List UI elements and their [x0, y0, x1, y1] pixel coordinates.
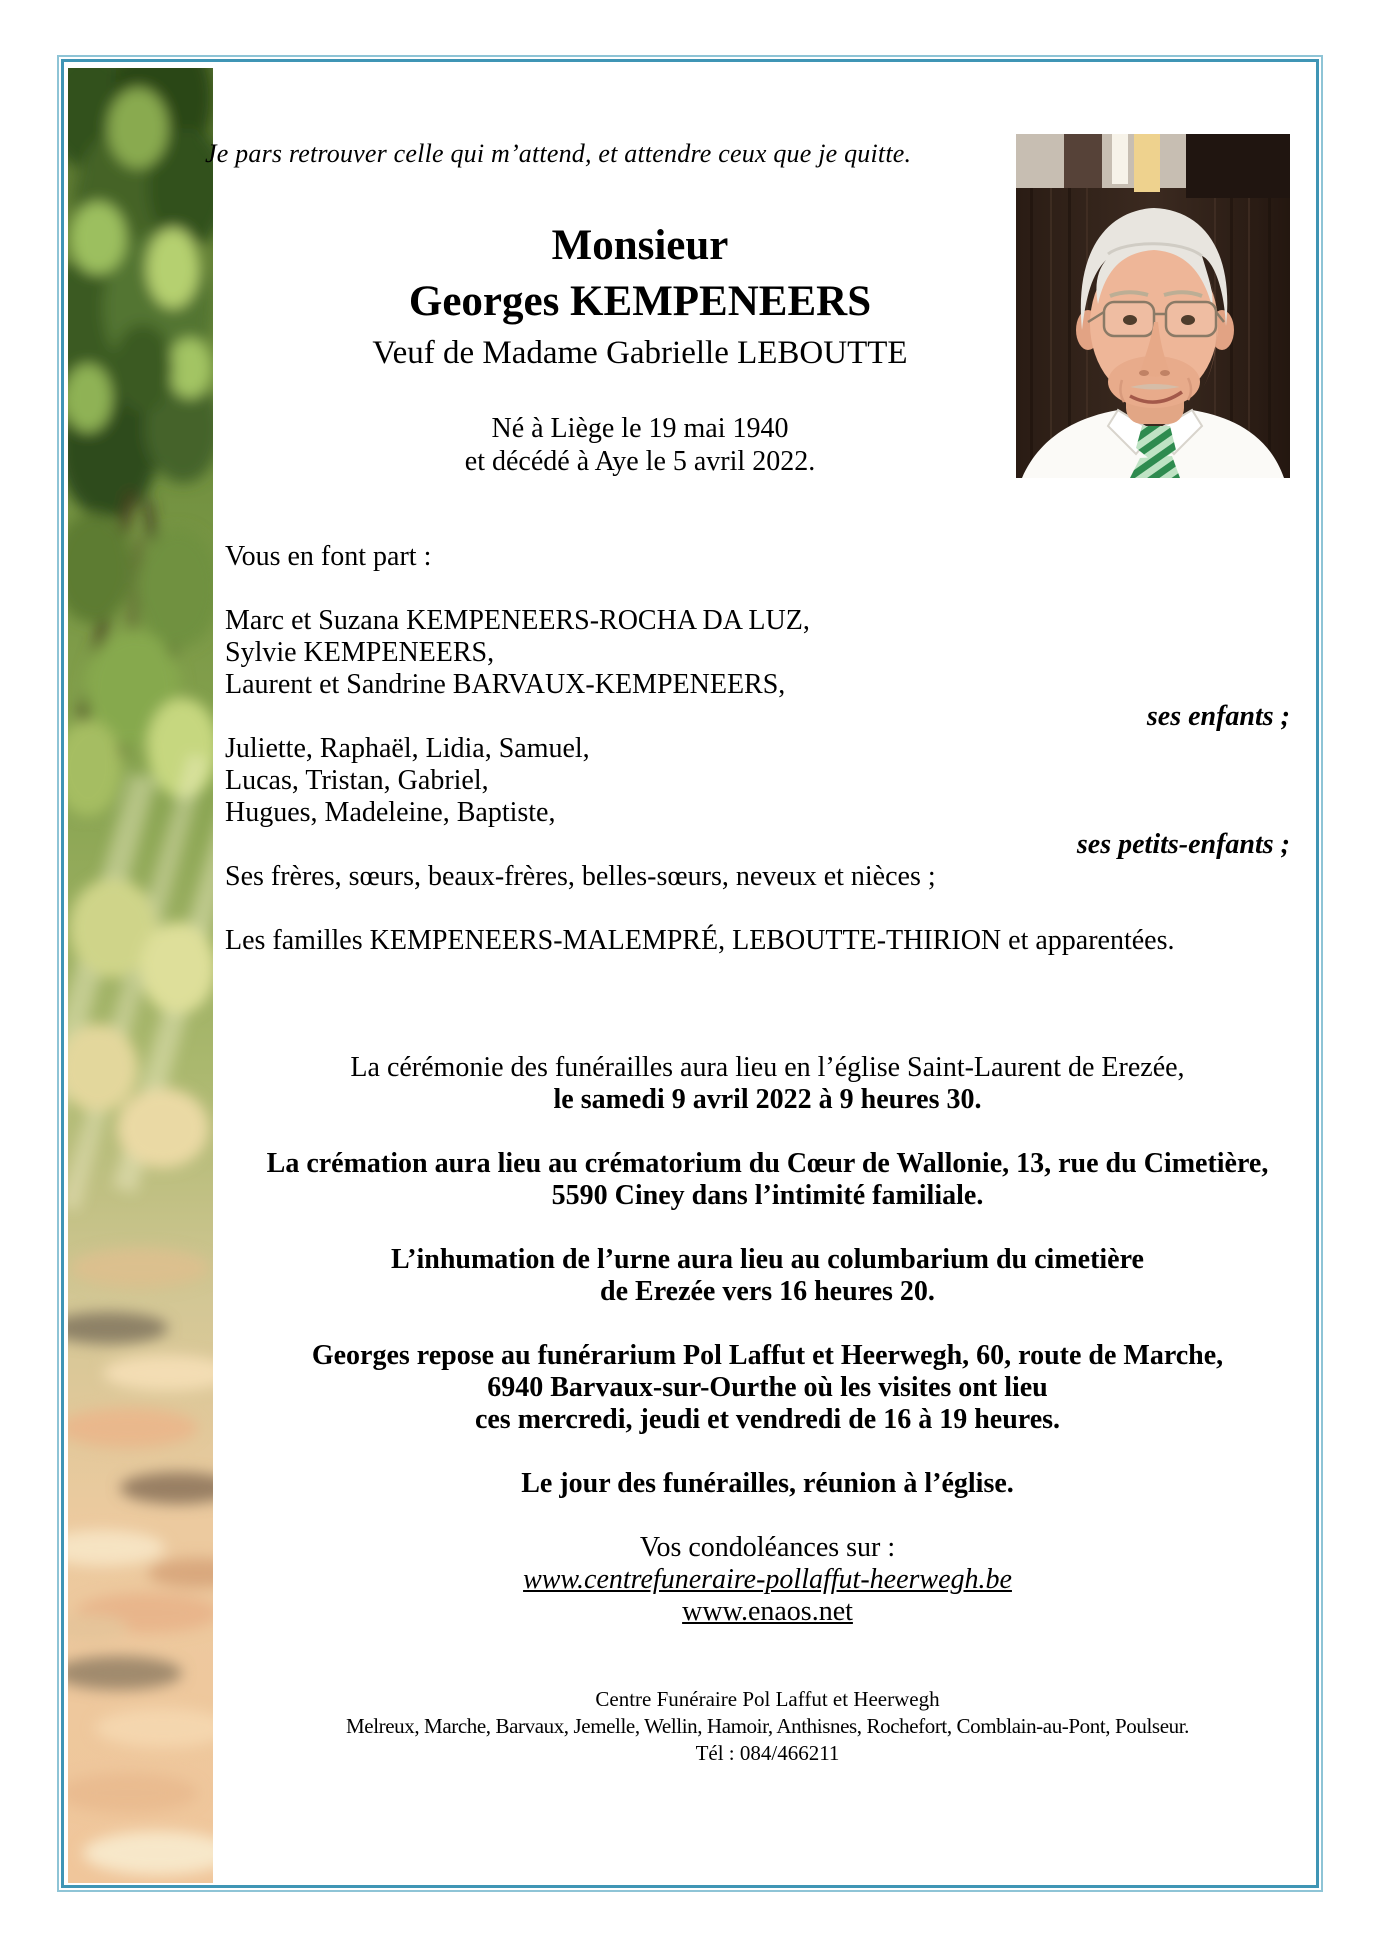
title-block — [213, 218, 1067, 376]
cremation-line-1: La crémation aura lieu au crématorium du Cœur de Wallonie, 13, rue du Cimetière, — [266, 1148, 1269, 1179]
repose-line-2: 6940 Barvaux-sur-Ourthe où les visites ont lieu — [487, 1372, 1048, 1403]
grandchild-line: Lucas, Tristan, Gabriel, — [225, 765, 489, 796]
footer-phone: Tél : 084/466211 — [695, 1741, 840, 1765]
repose-line-3: ces mercredi, jeudi et vendredi de 16 à 19 heures. — [474, 1404, 1061, 1435]
child-line: Laurent et Sandrine BARVAUX-KEMPENEERS, — [225, 669, 786, 700]
dates-block — [213, 412, 1067, 478]
condolence-link-enaos[interactable]: www.enaos.net — [682, 1596, 853, 1627]
siblings-line: Ses frères, sœurs, beaux-frères, belles-sœurs, neveux et nièces ; — [225, 861, 936, 892]
inhumation-line-2: de Erezée vers 16 heures 20. — [600, 1276, 935, 1307]
ceremonies-block — [213, 1052, 1322, 1628]
families-line: Les familles KEMPENEERS-MALEMPRÉ, LEBOUTTE-THIRION et apparentées. — [225, 925, 1175, 956]
grandchildren-label: ses petits-enfants ; — [1076, 829, 1290, 860]
footer-block — [213, 1686, 1322, 1767]
epigraph: Je pars retrouver celle qui m’attend, et attendre ceux que je quitte. — [205, 139, 912, 168]
forest-path-photo — [68, 68, 213, 1883]
reunion-line: Le jour des funérailles, réunion à l’église. — [521, 1468, 1014, 1499]
condolence-link-funeral-home[interactable]: www.centrefuneraire-pollaffut-heerwegh.be — [523, 1564, 1012, 1595]
inhumation-line-1: L’inhumation de l’urne aura lieu au columbarium du cimetière — [391, 1244, 1144, 1275]
salutation: Monsieur — [551, 222, 729, 269]
footer-company: Centre Funéraire Pol Laffut et Heerwegh — [595, 1687, 940, 1711]
cremation-line-2: 5590 Ciney dans l’intimité familiale. — [551, 1180, 984, 1211]
repose-line-1: Georges repose au funérarium Pol Laffut et Heerwegh, 60, route de Marche, — [311, 1340, 1224, 1371]
child-line: Sylvie KEMPENEERS, — [225, 637, 495, 668]
announcement-block — [225, 541, 1290, 957]
grandchild-line: Hugues, Madeleine, Baptiste, — [225, 797, 556, 828]
announcement-intro: Vous en font part : — [225, 541, 432, 572]
ceremony-line-2: le samedi 9 avril 2022 à 9 heures 30. — [553, 1084, 982, 1115]
relation-line: Veuf de Madame Gabrielle LEBOUTTE — [372, 335, 908, 371]
footer-locations: Melreux, Marche, Barvaux, Jemelle, Wellin, Hamoir, Anthisnes, Rochefort, Comblain-au-Pont, Poulseur. — [346, 1714, 1189, 1738]
grandchild-line: Juliette, Raphaël, Lidia, Samuel, — [225, 733, 590, 764]
children-label: ses enfants ; — [1146, 701, 1290, 732]
birth-line: Né à Liège le 19 mai 1940 — [491, 413, 789, 444]
death-line: et décédé à Aye le 5 avril 2022. — [464, 446, 816, 477]
condolences-intro: Vos condoléances sur : — [639, 1532, 896, 1563]
ceremony-line-1: La cérémonie des funérailles aura lieu en l’église Saint-Laurent de Erezée, — [350, 1052, 1185, 1083]
child-line: Marc et Suzana KEMPENEERS-ROCHA DA LUZ, — [225, 605, 810, 636]
deceased-name: Georges KEMPENEERS — [408, 278, 872, 325]
